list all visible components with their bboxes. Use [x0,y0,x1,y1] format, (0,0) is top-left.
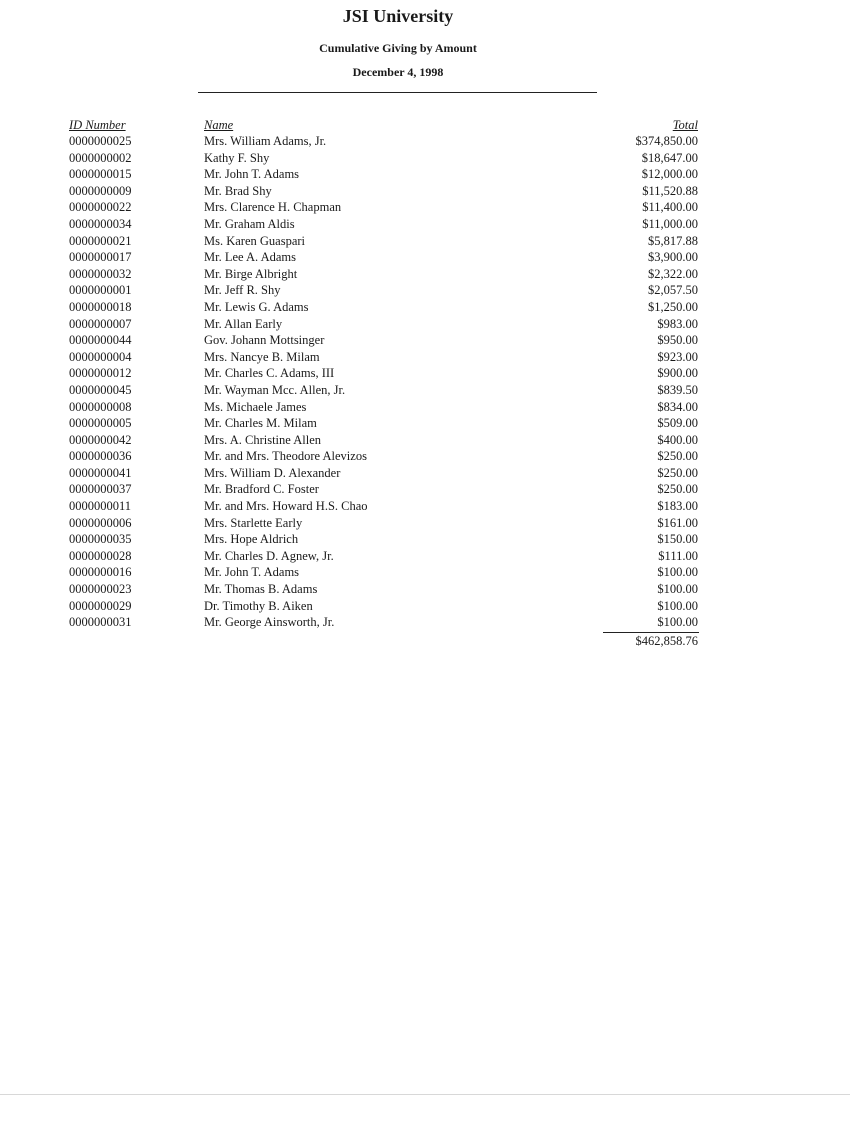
total-amount-cell: $374,850.00 [635,134,698,148]
donor-name-cell: Gov. Johann Mottsinger [204,333,325,348]
donor-name-cell: Mrs. Nancye B. Milam [204,349,320,364]
total-amount-cell: $950.00 [657,333,698,348]
name-header: Name [204,118,234,132]
donor-name-cell: Mr. George Ainsworth, Jr. [204,615,335,630]
table-row [0,199,850,216]
id-number-cell: 0000000045 [69,382,132,397]
donor-name-cell: Ms. Michaele James [204,399,307,414]
table-row [0,515,850,532]
total-amount-cell: $250.00 [657,465,698,480]
table-row [0,282,850,299]
table-row [0,349,850,366]
table-row [0,299,850,316]
id-number-cell: 0000000022 [69,200,132,215]
id-number-cell: 0000000011 [69,499,132,514]
donor-name-cell: Kathy F. Shy [204,150,270,165]
total-amount-cell: $250.00 [657,482,698,497]
table-row [0,498,850,515]
id-number-cell: 0000000029 [69,598,132,613]
table-row [0,581,850,598]
grand-total-value: $462,858.76 [635,633,698,648]
table-row [0,133,850,150]
grand-total-row [0,633,850,649]
table-row [0,233,850,250]
donor-name-cell: Mrs. Hope Aldrich [204,532,299,547]
report-date: December 4, 1998 [352,65,444,79]
id-number-cell: 0000000017 [69,250,132,265]
id-number-cell: 0000000005 [69,416,132,431]
table-row [0,564,850,581]
donor-name-cell: Mr. Allan Early [204,316,283,331]
donor-name-cell: Mr. John T. Adams [204,167,300,182]
total-amount-cell: $100.00 [657,598,698,613]
total-amount-cell: $2,322.00 [648,266,698,281]
id-number-header: ID Number [69,118,126,132]
table-row [0,465,850,482]
total-amount-cell: $2,057.50 [648,283,698,298]
total-amount-cell: $111.00 [658,548,698,563]
id-number-cell: 0000000032 [69,266,132,281]
total-amount-cell: $11,520.88 [642,183,698,198]
header-divider [198,92,597,93]
total-amount-cell: $100.00 [657,615,698,630]
total-amount-cell: $12,000.00 [641,167,698,182]
total-amount-cell: $400.00 [657,432,698,447]
table-row [0,481,850,498]
id-number-cell: 0000000021 [69,233,132,248]
total-amount-cell: $839.50 [657,382,698,397]
table-row [0,432,850,449]
id-number-cell: 0000000041 [69,465,132,480]
donor-name-cell: Mrs. Starlette Early [204,515,303,530]
total-amount-cell: $250.00 [657,449,698,464]
id-number-cell: 0000000002 [69,150,132,165]
id-number-cell: 0000000016 [69,565,132,580]
report-subtitle: Cumulative Giving by Amount [319,41,477,55]
table-row [0,382,850,399]
donor-name-cell: Mr. Charles C. Adams, III [204,366,335,381]
id-number-cell: 0000000034 [69,216,132,231]
donor-name-cell: Mr. Lee A. Adams [204,250,297,265]
id-number-cell: 0000000035 [69,532,132,547]
donor-name-cell: Mr. Charles D. Agnew, Jr. [204,548,334,563]
donor-name-cell: Mrs. William D. Alexander [204,465,341,480]
donor-name-cell: Mr. Birge Albright [204,266,298,281]
table-row [0,548,850,565]
table-header-row [0,117,850,133]
id-number-cell: 0000000015 [69,167,132,182]
donor-name-cell: Mr. Lewis G. Adams [204,299,309,314]
total-amount-cell: $11,400.00 [642,200,698,215]
total-amount-cell: $509.00 [657,416,698,431]
total-amount-cell: $5,817.88 [648,233,698,248]
table-row [0,183,850,200]
table-row [0,614,850,631]
giving-table [0,117,850,649]
donor-name-cell: Mr. and Mrs. Theodore Alevizos [204,449,367,464]
id-number-cell: 0000000004 [69,349,132,364]
id-number-cell: 0000000007 [69,316,132,331]
donor-name-cell: Mr. Brad Shy [204,183,272,198]
table-row [0,399,850,416]
id-number-cell: 0000000012 [69,366,132,381]
id-number-cell: 0000000044 [69,333,132,348]
id-number-cell: 0000000023 [69,582,132,597]
table-row [0,266,850,283]
total-amount-cell: $18,647.00 [641,150,698,165]
total-amount-cell: $923.00 [657,349,698,364]
donor-name-cell: Mr. Wayman Mcc. Allen, Jr. [204,382,346,397]
id-number-cell: 0000000008 [69,399,132,414]
table-row [0,249,850,266]
table-row [0,332,850,349]
total-amount-cell: $183.00 [657,499,698,514]
table-row [0,365,850,382]
donor-name-cell: Mr. John T. Adams [204,565,300,580]
table-row [0,415,850,432]
total-amount-cell: $100.00 [657,582,698,597]
id-number-cell: 0000000001 [69,283,132,298]
donor-name-cell: Mr. Thomas B. Adams [204,582,318,597]
donor-name-cell: Ms. Karen Guaspari [204,233,306,248]
page-bottom-edge [0,1094,850,1095]
id-number-cell: 0000000006 [69,515,132,530]
total-amount-cell: $834.00 [657,399,698,414]
id-number-cell: 0000000037 [69,482,132,497]
id-number-cell: 0000000042 [69,432,132,447]
donor-name-cell: Mrs. William Adams, Jr. [204,134,327,148]
donor-name-cell: Mrs. A. Christine Allen [204,432,322,447]
id-number-cell: 0000000028 [69,548,132,563]
total-amount-cell: $100.00 [657,565,698,580]
table-row [0,531,850,548]
id-number-cell: 0000000025 [69,134,132,148]
total-amount-cell: $983.00 [657,316,698,331]
id-number-cell: 0000000031 [69,615,132,630]
table-row [0,216,850,233]
total-header: Total [672,118,698,132]
table-row [0,316,850,333]
donor-name-cell: Mr. Jeff R. Shy [204,283,281,298]
id-number-cell: 0000000036 [69,449,132,464]
total-amount-cell: $11,000.00 [642,216,698,231]
donor-name-cell: Mr. Graham Aldis [204,216,295,231]
total-amount-cell: $150.00 [657,532,698,547]
donor-name-cell: Mr. Charles M. Milam [204,416,317,431]
donor-name-cell: Mr. Bradford C. Foster [204,482,319,497]
total-amount-cell: $161.00 [657,515,698,530]
donor-name-cell: Mrs. Clarence H. Chapman [204,200,342,215]
report-title: JSI University [342,6,454,26]
table-row [0,598,850,615]
donor-name-cell: Mr. and Mrs. Howard H.S. Chao [204,499,368,514]
table-row [0,448,850,465]
table-row [0,150,850,167]
total-amount-cell: $900.00 [657,366,698,381]
total-amount-cell: $3,900.00 [648,250,698,265]
donor-name-cell: Dr. Timothy B. Aiken [204,598,313,613]
id-number-cell: 0000000009 [69,183,132,198]
table-row [0,166,850,183]
total-amount-cell: $1,250.00 [648,299,698,314]
id-number-cell: 0000000018 [69,299,132,314]
table-body [0,133,850,631]
